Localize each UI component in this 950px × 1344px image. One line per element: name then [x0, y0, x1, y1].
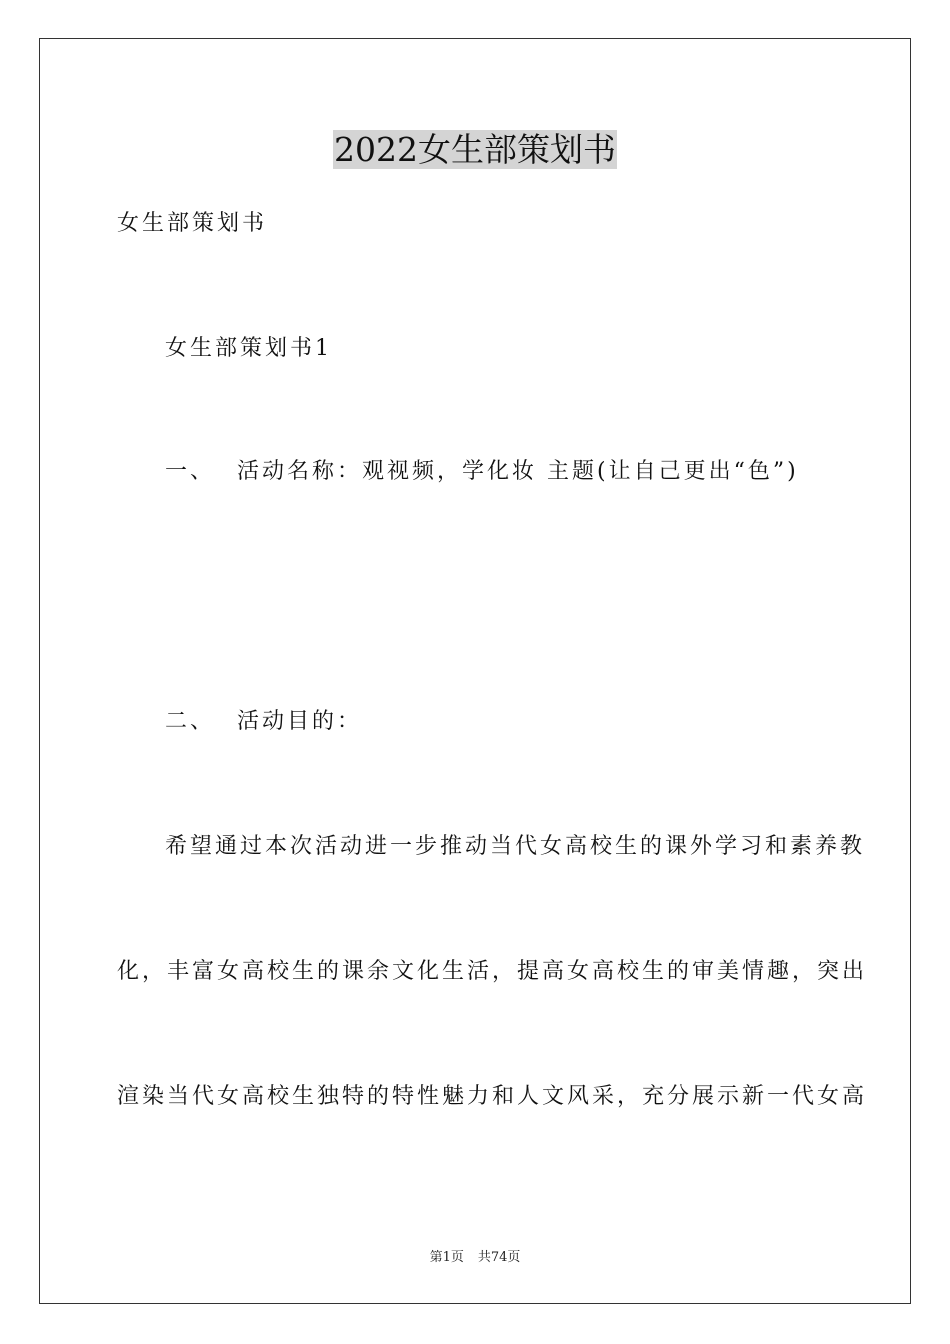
list-item-number: 一、 — [165, 459, 216, 484]
list-item-activity-purpose — [165, 707, 362, 737]
page-footer — [0, 1249, 950, 1267]
list-item-text: 活动目的： — [237, 709, 363, 734]
list-item-text: 活动名称：观视频，学化妆 主题(让自己更出“色”) — [237, 459, 799, 484]
page-number: 第1页 — [429, 1250, 464, 1265]
paragraph-line: 希望通过本次活动进一步推动当代女高校生的课外学习和素养教 — [165, 834, 866, 859]
document-title-text: 2022女生部策划书 — [334, 130, 616, 169]
document-title — [0, 128, 950, 172]
list-item-activity-name — [165, 457, 799, 487]
section-heading: 女生部策划书1 — [165, 336, 332, 361]
paragraph-line: 化，丰富女高校生的课余文化生活，提高女高校生的审美情趣，突出 — [117, 959, 868, 984]
paragraph-line: 渲染当代女高校生独特的特性魅力和人文风采，充分展示新一代女高 — [117, 1084, 868, 1109]
list-item-number: 二、 — [165, 709, 216, 734]
document-subtitle: 女生部策划书 — [117, 211, 268, 236]
page-total: 共74页 — [477, 1250, 521, 1265]
